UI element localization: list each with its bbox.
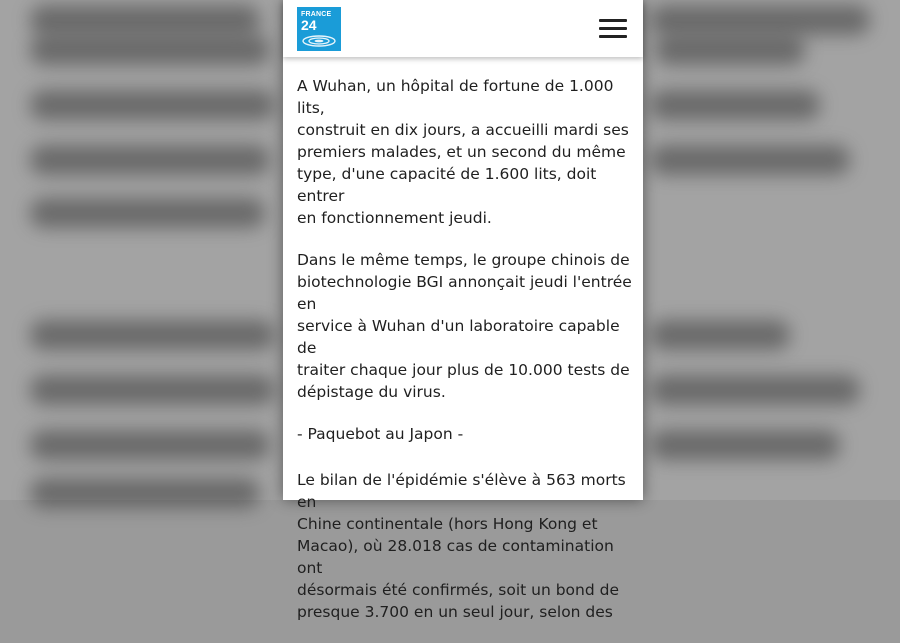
article-paragraph: Dans le même temps, le groupe chinois de biotechnologie BGI annonçait jeudi l'entrée en service à Wuhan d'un laboratoire capable de traiter chaque jour plus de 10.000 tests de dépistage du virus.	[297, 251, 632, 401]
logo-line1: FRANCE	[301, 11, 332, 18]
logo-line2: 24	[301, 17, 317, 33]
logo-text	[301, 11, 331, 32]
article-paragraph: Le bilan de l'épidémie s'élève à 563 morts en Chine continentale (hors Hong Kong et Macao), où 28.018 cas de contamination ont désormais été confirmés, soit un bond de presque 3.700 en un seul jour, selon des	[297, 471, 626, 621]
site-header	[283, 0, 643, 57]
article-body	[297, 75, 633, 643]
hamburger-menu-icon[interactable]	[599, 17, 629, 39]
mobile-screen	[283, 0, 643, 621]
france24-logo[interactable]	[297, 7, 341, 51]
article-paragraph: A Wuhan, un hôpital de fortune de 1.000 lits, construit en dix jours, a accueilli mardi ses premiers malades, et un second du même type, d'une capacité de 1.600 lits, doit entrer en fonctionnement jeudi.	[297, 77, 629, 227]
section-heading: - Paquebot au Japon -	[297, 425, 464, 443]
